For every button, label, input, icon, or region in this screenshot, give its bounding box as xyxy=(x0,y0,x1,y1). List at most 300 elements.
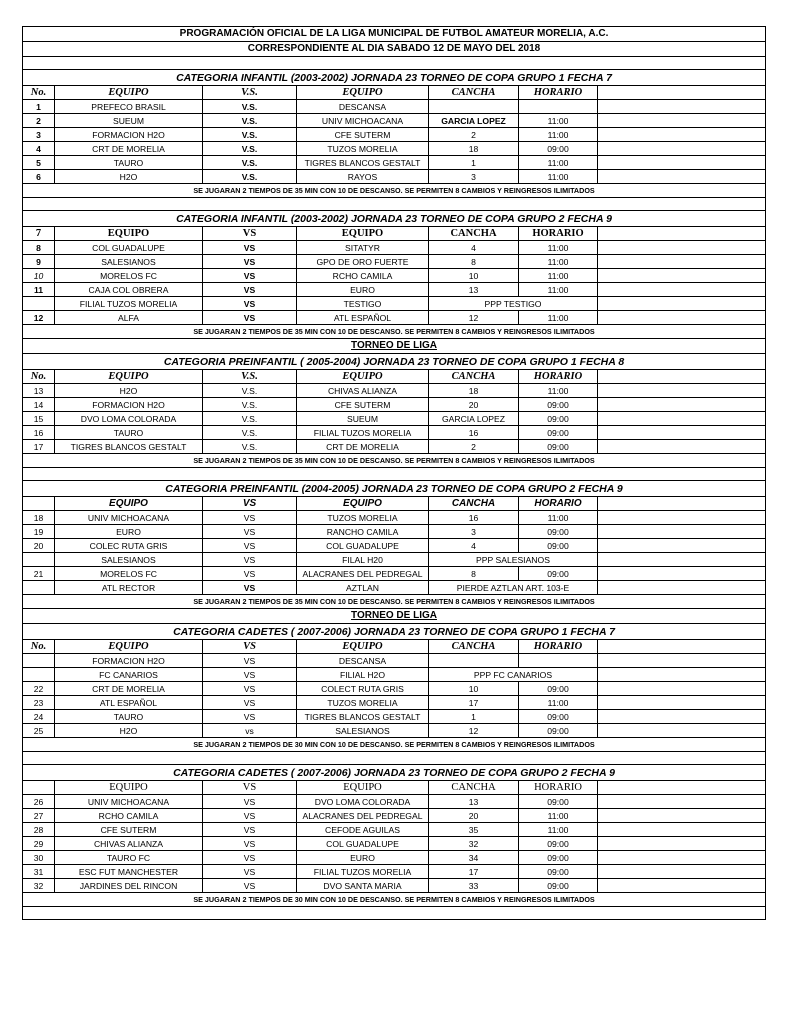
header-away-team: EQUIPO xyxy=(297,86,429,100)
away-team: TUZOS MORELIA xyxy=(297,696,429,710)
home-team: FORMACION H2O xyxy=(55,128,203,142)
away-team: DESCANSA xyxy=(297,100,429,114)
match-number: 16 xyxy=(23,426,55,440)
field-cancha: 1 xyxy=(429,710,519,724)
match-row xyxy=(23,654,766,668)
match-number: 22 xyxy=(23,682,55,696)
away-team: FILIAL TUZOS MORELIA xyxy=(297,865,429,879)
kickoff-time: 09:00 xyxy=(519,412,598,426)
match-number: 1 xyxy=(23,100,55,114)
away-team: TIGRES BLANCOS GESTALT xyxy=(297,710,429,724)
match-number: 23 xyxy=(23,696,55,710)
header-home-team: EQUIPO xyxy=(55,227,203,241)
field-cancha xyxy=(429,100,519,114)
extra-cell xyxy=(598,128,766,142)
field-cancha: 17 xyxy=(429,865,519,879)
kickoff-time: 09:00 xyxy=(519,539,598,553)
category-title: CATEGORIA PREINFANTIL (2004-2005) JORNADA 23 TORNEO DE COPA GRUPO 2 FECHA 9 xyxy=(23,481,766,497)
away-team: ALACRANES DEL PEDREGAL xyxy=(297,567,429,581)
match-row xyxy=(23,879,766,893)
match-number: 10 xyxy=(23,269,55,283)
match-row xyxy=(23,795,766,809)
category-title: CATEGORIA PREINFANTIL ( 2005-2004) JORNADA 23 TORNEO DE COPA GRUPO 1 FECHA 8 xyxy=(23,354,766,370)
extra-cell xyxy=(598,426,766,440)
home-team: JARDINES DEL RINCON xyxy=(55,879,203,893)
match-row xyxy=(23,128,766,142)
match-row xyxy=(23,170,766,184)
extra-cell xyxy=(598,170,766,184)
kickoff-time: 11:00 xyxy=(519,156,598,170)
vs-label: VS xyxy=(203,283,297,297)
match-row xyxy=(23,255,766,269)
rules-note: SE JUGARAN 2 TIEMPOS DE 35 MIN CON 10 DE DESCANSO. SE PERMITEN 8 CAMBIOS Y REINGRESOS ILIMITADOS xyxy=(23,184,766,198)
match-row xyxy=(23,426,766,440)
away-team: ATL ESPAÑOL xyxy=(297,311,429,325)
kickoff-time: 09:00 xyxy=(519,879,598,893)
header-home-team: EQUIPO xyxy=(55,370,203,384)
away-team: SUEUM xyxy=(297,412,429,426)
match-number: 19 xyxy=(23,525,55,539)
extra-cell xyxy=(598,100,766,114)
extra-cell xyxy=(598,525,766,539)
header-horario: HORARIO xyxy=(519,86,598,100)
field-cancha: 8 xyxy=(429,255,519,269)
vs-label: VS xyxy=(203,795,297,809)
vs-label: VS xyxy=(203,668,297,682)
header-vs: VS xyxy=(203,227,297,241)
category-row xyxy=(23,624,766,640)
match-row xyxy=(23,567,766,581)
field-cancha: 12 xyxy=(429,311,519,325)
away-team: FILIAL H2O xyxy=(297,668,429,682)
vs-label: VS xyxy=(203,553,297,567)
header-away-team: EQUIPO xyxy=(297,640,429,654)
kickoff-time: 09:00 xyxy=(519,142,598,156)
match-number: 4 xyxy=(23,142,55,156)
vs-label: V.S. xyxy=(203,100,297,114)
extra-cell xyxy=(598,283,766,297)
home-team: COL GUADALUPE xyxy=(55,241,203,255)
kickoff-time: 09:00 xyxy=(519,426,598,440)
kickoff-time: 11:00 xyxy=(519,114,598,128)
blank-cell xyxy=(23,468,766,481)
page-title: PROGRAMACIÓN OFICIAL DE LA LIGA MUNICIPAL DE FUTBOL AMATEUR MORELIA, A.C. xyxy=(23,27,766,42)
blank-cell xyxy=(23,907,766,920)
spacer-row xyxy=(23,57,766,70)
away-team: EURO xyxy=(297,283,429,297)
rules-note: SE JUGARAN 2 TIEMPOS DE 30 MIN CON 10 DE DESCANSO. SE PERMITEN 8 CAMBIOS Y REINGRESOS ILIMITADOS xyxy=(23,738,766,752)
header-home-team: EQUIPO xyxy=(55,640,203,654)
away-team: CHIVAS ALIANZA xyxy=(297,384,429,398)
extra-cell xyxy=(598,241,766,255)
extra-cell xyxy=(598,837,766,851)
match-number: 3 xyxy=(23,128,55,142)
vs-label: V.S. xyxy=(203,440,297,454)
extra-cell xyxy=(598,269,766,283)
note-row xyxy=(23,184,766,198)
away-team: TUZOS MORELIA xyxy=(297,142,429,156)
field-cancha: 33 xyxy=(429,879,519,893)
field-cancha: 16 xyxy=(429,511,519,525)
match-number: 29 xyxy=(23,837,55,851)
field-cancha: GARCIA LOPEZ xyxy=(429,412,519,426)
field-cancha: 34 xyxy=(429,851,519,865)
field-cancha: 16 xyxy=(429,426,519,440)
vs-label: VS xyxy=(203,654,297,668)
match-row xyxy=(23,668,766,682)
match-row xyxy=(23,553,766,567)
extra-cell xyxy=(598,865,766,879)
extra-cell xyxy=(598,809,766,823)
extra-cell xyxy=(598,668,766,682)
home-team: MORELOS FC xyxy=(55,567,203,581)
home-team: MORELOS FC xyxy=(55,269,203,283)
extra-cell xyxy=(598,879,766,893)
match-number: 14 xyxy=(23,398,55,412)
match-number: 2 xyxy=(23,114,55,128)
home-team: H2O xyxy=(55,170,203,184)
home-team: FILIAL TUZOS MORELIA xyxy=(55,297,203,311)
extra-cell xyxy=(598,255,766,269)
header-vs: VS xyxy=(203,640,297,654)
match-note: PPP SALESIANOS xyxy=(429,553,598,567)
category-title: CATEGORIA INFANTIL (2003-2002) JORNADA 23 TORNEO DE COPA GRUPO 1 FECHA 7 xyxy=(23,70,766,86)
field-cancha: 12 xyxy=(429,724,519,738)
category-row xyxy=(23,765,766,781)
extra-cell xyxy=(598,553,766,567)
header-horario: HORARIO xyxy=(519,370,598,384)
header-cancha: CANCHA xyxy=(429,640,519,654)
match-number: 18 xyxy=(23,511,55,525)
header-home-team: EQUIPO xyxy=(55,781,203,795)
vs-label: VS xyxy=(203,851,297,865)
field-cancha: 18 xyxy=(429,384,519,398)
field-cancha: 32 xyxy=(429,837,519,851)
extra-cell xyxy=(598,384,766,398)
match-row xyxy=(23,539,766,553)
home-team: TAURO FC xyxy=(55,851,203,865)
extra-cell xyxy=(598,511,766,525)
extra-cell xyxy=(598,724,766,738)
extra-cell xyxy=(598,412,766,426)
rules-note: SE JUGARAN 2 TIEMPOS DE 35 MIN CON 10 DE DESCANSO. SE PERMITEN 8 CAMBIOS Y REINGRESOS ILIMITADOS xyxy=(23,454,766,468)
match-number: 6 xyxy=(23,170,55,184)
category-row xyxy=(23,70,766,86)
match-number: 24 xyxy=(23,710,55,724)
home-team: TAURO xyxy=(55,426,203,440)
kickoff-time: 09:00 xyxy=(519,525,598,539)
away-team: FILIAL TUZOS MORELIA xyxy=(297,426,429,440)
header-extra xyxy=(598,370,766,384)
spacer-row xyxy=(23,468,766,481)
away-team: COL GUADALUPE xyxy=(297,837,429,851)
header-row xyxy=(23,640,766,654)
category-title: CATEGORIA CADETES ( 2007-2006) JORNADA 23 TORNEO DE COPA GRUPO 1 FECHA 7 xyxy=(23,624,766,640)
kickoff-time xyxy=(519,654,598,668)
field-cancha: 20 xyxy=(429,398,519,412)
kickoff-time: 11:00 xyxy=(519,311,598,325)
field-cancha: 3 xyxy=(429,170,519,184)
match-number xyxy=(23,654,55,668)
match-row xyxy=(23,142,766,156)
away-team: TESTIGO xyxy=(297,297,429,311)
kickoff-time: 11:00 xyxy=(519,283,598,297)
match-note: PPP TESTIGO xyxy=(429,297,598,311)
home-team: ATL RECTOR xyxy=(55,581,203,595)
liga-row xyxy=(23,609,766,624)
match-row xyxy=(23,440,766,454)
header-no: No. xyxy=(23,370,55,384)
home-team: PREFECO BRASIL xyxy=(55,100,203,114)
match-number: 21 xyxy=(23,567,55,581)
vs-label: VS xyxy=(203,879,297,893)
home-team: CFE SUTERM xyxy=(55,823,203,837)
spacer-row xyxy=(23,907,766,920)
header-no xyxy=(23,781,55,795)
extra-cell xyxy=(598,696,766,710)
kickoff-time: 09:00 xyxy=(519,795,598,809)
header-extra xyxy=(598,497,766,511)
vs-label: VS xyxy=(203,297,297,311)
extra-cell xyxy=(598,851,766,865)
schedule-table xyxy=(22,26,766,920)
home-team: CAJA COL OBRERA xyxy=(55,283,203,297)
header-away-team: EQUIPO xyxy=(297,370,429,384)
vs-label: VS xyxy=(203,567,297,581)
extra-cell xyxy=(598,297,766,311)
header-vs: V.S. xyxy=(203,370,297,384)
field-cancha xyxy=(429,654,519,668)
header-horario: HORARIO xyxy=(519,227,598,241)
note-row xyxy=(23,454,766,468)
note-row xyxy=(23,738,766,752)
vs-label: V.S. xyxy=(203,426,297,440)
extra-cell xyxy=(598,142,766,156)
kickoff-time: 11:00 xyxy=(519,269,598,283)
match-number: 11 xyxy=(23,283,55,297)
home-team: UNIV MICHOACANA xyxy=(55,795,203,809)
kickoff-time: 09:00 xyxy=(519,710,598,724)
title-row xyxy=(23,27,766,42)
home-team: SALESIANOS xyxy=(55,255,203,269)
away-team: ALACRANES DEL PEDREGAL xyxy=(297,809,429,823)
kickoff-time: 11:00 xyxy=(519,128,598,142)
vs-label: V.S. xyxy=(203,412,297,426)
kickoff-time: 11:00 xyxy=(519,809,598,823)
match-row xyxy=(23,525,766,539)
match-number xyxy=(23,581,55,595)
match-number: 13 xyxy=(23,384,55,398)
home-team: FC CANARIOS xyxy=(55,668,203,682)
match-row xyxy=(23,114,766,128)
away-team: SALESIANOS xyxy=(297,724,429,738)
match-row xyxy=(23,823,766,837)
match-row xyxy=(23,384,766,398)
match-number: 25 xyxy=(23,724,55,738)
header-horario: HORARIO xyxy=(519,497,598,511)
match-number: 12 xyxy=(23,311,55,325)
note-row xyxy=(23,893,766,907)
vs-label: V.S. xyxy=(203,170,297,184)
away-team: TUZOS MORELIA xyxy=(297,511,429,525)
home-team: TAURO xyxy=(55,710,203,724)
category-row xyxy=(23,481,766,497)
spacer-row xyxy=(23,198,766,211)
match-note: PPP FC CANARIOS xyxy=(429,668,598,682)
match-row xyxy=(23,710,766,724)
match-number: 26 xyxy=(23,795,55,809)
header-row xyxy=(23,370,766,384)
vs-label: V.S. xyxy=(203,384,297,398)
match-row xyxy=(23,297,766,311)
match-note: PIERDE AZTLAN ART. 103-E xyxy=(429,581,598,595)
header-no: 7 xyxy=(23,227,55,241)
liga-banner: TORNEO DE LIGA xyxy=(23,339,766,354)
match-number: 8 xyxy=(23,241,55,255)
vs-label: VS xyxy=(203,696,297,710)
extra-cell xyxy=(598,710,766,724)
vs-label: VS xyxy=(203,837,297,851)
header-cancha: CANCHA xyxy=(429,781,519,795)
kickoff-time: 09:00 xyxy=(519,724,598,738)
category-row xyxy=(23,354,766,370)
kickoff-time: 11:00 xyxy=(519,241,598,255)
home-team: CHIVAS ALIANZA xyxy=(55,837,203,851)
kickoff-time: 09:00 xyxy=(519,440,598,454)
field-cancha: 20 xyxy=(429,809,519,823)
subtitle-row xyxy=(23,42,766,57)
kickoff-time: 11:00 xyxy=(519,384,598,398)
field-cancha: 13 xyxy=(429,795,519,809)
extra-cell xyxy=(598,440,766,454)
home-team: ATL ESPAÑOL xyxy=(55,696,203,710)
field-cancha: 1 xyxy=(429,156,519,170)
match-number: 20 xyxy=(23,539,55,553)
spacer-row xyxy=(23,752,766,765)
kickoff-time: 09:00 xyxy=(519,567,598,581)
vs-label: VS xyxy=(203,682,297,696)
header-vs: VS xyxy=(203,781,297,795)
match-number: 5 xyxy=(23,156,55,170)
away-team: EURO xyxy=(297,851,429,865)
away-team: DVO LOMA COLORADA xyxy=(297,795,429,809)
away-team: COL GUADALUPE xyxy=(297,539,429,553)
match-row xyxy=(23,100,766,114)
vs-label: VS xyxy=(203,539,297,553)
kickoff-time: 11:00 xyxy=(519,255,598,269)
match-row xyxy=(23,156,766,170)
header-row xyxy=(23,781,766,795)
away-team: CFE SUTERM xyxy=(297,398,429,412)
category-title: CATEGORIA CADETES ( 2007-2006) JORNADA 23 TORNEO DE COPA GRUPO 2 FECHA 9 xyxy=(23,765,766,781)
match-number: 28 xyxy=(23,823,55,837)
home-team: EURO xyxy=(55,525,203,539)
match-row xyxy=(23,398,766,412)
header-home-team: EQUIPO xyxy=(55,497,203,511)
blank-cell xyxy=(23,752,766,765)
kickoff-time: 11:00 xyxy=(519,823,598,837)
page-subtitle: CORRESPONDIENTE AL DIA SABADO 12 DE MAYO DEL 2018 xyxy=(23,42,766,57)
kickoff-time: 11:00 xyxy=(519,696,598,710)
vs-label: VS xyxy=(203,823,297,837)
header-extra xyxy=(598,640,766,654)
match-row xyxy=(23,682,766,696)
vs-label: VS xyxy=(203,525,297,539)
header-home-team: EQUIPO xyxy=(55,86,203,100)
field-cancha: 35 xyxy=(429,823,519,837)
kickoff-time xyxy=(519,100,598,114)
header-row xyxy=(23,497,766,511)
header-cancha: CANCHA xyxy=(429,370,519,384)
home-team: TAURO xyxy=(55,156,203,170)
blank-cell xyxy=(23,198,766,211)
away-team: SITATYR xyxy=(297,241,429,255)
vs-label: V.S. xyxy=(203,398,297,412)
vs-label: V.S. xyxy=(203,114,297,128)
kickoff-time: 09:00 xyxy=(519,682,598,696)
match-number: 30 xyxy=(23,851,55,865)
home-team: ALFA xyxy=(55,311,203,325)
category-title: CATEGORIA INFANTIL (2003-2002) JORNADA 23 TORNEO DE COPA GRUPO 2 FECHA 9 xyxy=(23,211,766,227)
match-row xyxy=(23,809,766,823)
field-cancha: 10 xyxy=(429,269,519,283)
away-team: CRT DE MORELIA xyxy=(297,440,429,454)
match-row xyxy=(23,311,766,325)
field-cancha: 3 xyxy=(429,525,519,539)
header-cancha: CANCHA xyxy=(429,227,519,241)
home-team: H2O xyxy=(55,384,203,398)
header-horario: HORARIO xyxy=(519,640,598,654)
field-cancha: 4 xyxy=(429,539,519,553)
home-team: ESC FUT MANCHESTER xyxy=(55,865,203,879)
field-cancha: 13 xyxy=(429,283,519,297)
extra-cell xyxy=(598,682,766,696)
home-team: RCHO CAMILA xyxy=(55,809,203,823)
away-team: RAYOS xyxy=(297,170,429,184)
home-team: DVO LOMA COLORADA xyxy=(55,412,203,426)
kickoff-time: 09:00 xyxy=(519,865,598,879)
vs-label: VS xyxy=(203,710,297,724)
extra-cell xyxy=(598,654,766,668)
schedule-body xyxy=(23,27,766,920)
extra-cell xyxy=(598,581,766,595)
extra-cell xyxy=(598,567,766,581)
header-vs: VS xyxy=(203,497,297,511)
kickoff-time: 09:00 xyxy=(519,837,598,851)
extra-cell xyxy=(598,795,766,809)
away-team: CFE SUTERM xyxy=(297,128,429,142)
vs-label: VS xyxy=(203,311,297,325)
vs-label: VS xyxy=(203,581,297,595)
home-team: FORMACION H2O xyxy=(55,398,203,412)
vs-label: V.S. xyxy=(203,128,297,142)
extra-cell xyxy=(598,114,766,128)
match-row xyxy=(23,696,766,710)
note-row xyxy=(23,325,766,339)
field-cancha: 10 xyxy=(429,682,519,696)
vs-label: VS xyxy=(203,809,297,823)
match-row xyxy=(23,581,766,595)
vs-label: V.S. xyxy=(203,156,297,170)
vs-label: VS xyxy=(203,255,297,269)
header-away-team: EQUIPO xyxy=(297,781,429,795)
header-extra xyxy=(598,781,766,795)
match-row xyxy=(23,865,766,879)
match-number: 15 xyxy=(23,412,55,426)
rules-note: SE JUGARAN 2 TIEMPOS DE 35 MIN CON 10 DE DESCANSO. SE PERMITEN 8 CAMBIOS Y REINGRESOS ILIMITADOS xyxy=(23,325,766,339)
home-team: TIGRES BLANCOS GESTALT xyxy=(55,440,203,454)
match-number xyxy=(23,553,55,567)
